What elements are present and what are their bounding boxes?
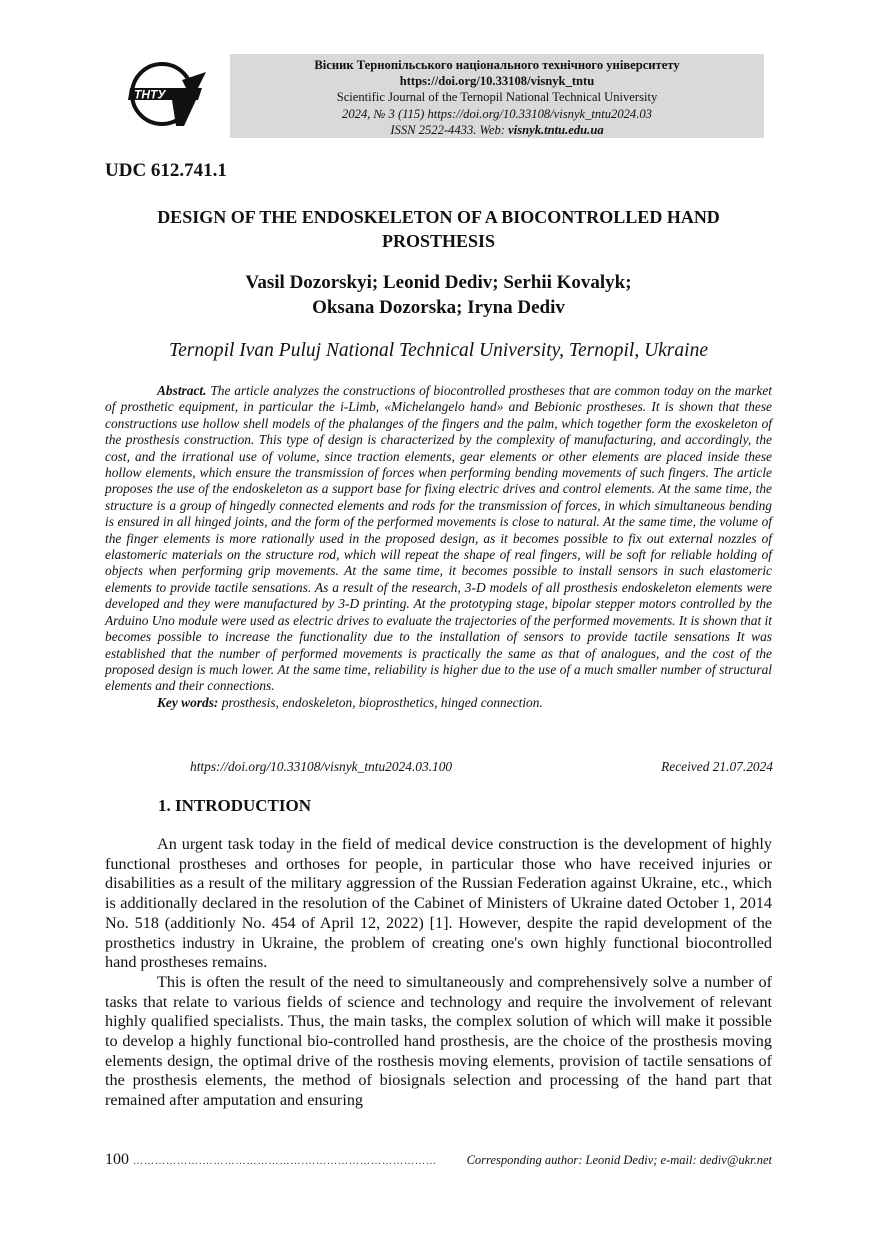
body-text	[105, 835, 772, 1111]
abstract-label: Abstract.	[157, 383, 207, 398]
body-paragraph-2: This is often the result of the need to simultaneously and comprehensively solve a number of tasks that relate to various fields of science and technology and require the involvement of relevant highly qualified specialists. Thus, the main tasks, the complex solution of which will make it possible to develop a highly functional bio-controlled hand prosthesis, are the choice of the prosthesis moving elements design, the optimal drive of the rosthesis moving elements, provision of tactile sensations of the prosthesis elements, the method of biosignals selection and processing of the hand part that remained after amputation and ensuring	[105, 972, 772, 1110]
journal-name-en: Scientific Journal of the Ternopil National Technical University	[336, 90, 658, 105]
authors-line-1: Vasil Dozorskyi; Leonid Dediv; Serhii Kovalyk;	[245, 272, 632, 293]
journal-name-ua: Вісник Тернопільського національного технічного університету	[314, 58, 680, 72]
footer-dots: ……………….……………………….………………………………	[133, 1156, 437, 1167]
keywords-text: prosthesis, endoskeleton, bioprosthetics, hinged connection.	[218, 694, 543, 710]
affiliation: Ternopil Ivan Puluj National Technical University, Ternopil, Ukraine	[169, 340, 708, 361]
journal-header	[230, 54, 764, 138]
udc-code: UDC 612.741.1	[105, 160, 227, 181]
tntu-logo-icon	[124, 60, 208, 132]
authors	[105, 270, 772, 320]
page-number: 100	[105, 1151, 129, 1168]
article-doi-link[interactable]: https://doi.org/10.33108/visnyk_tntu2024.03.100	[190, 759, 453, 774]
authors-line-2: Oksana Dozorska; Iryna Dediv	[312, 297, 565, 318]
paper-title: DESIGN OF THE ENDOSKELETON OF A BIOCONTROLLED HAND PROSTHESIS	[157, 207, 720, 251]
keywords-label: Key words:	[157, 694, 219, 710]
abstract	[105, 383, 772, 711]
article-meta	[190, 759, 773, 775]
page-footer	[105, 1151, 772, 1169]
abstract-text: The article analyzes the constructions of biocontrolled prostheses that are common today on the market of prosthetic equipment, in particular the i-Limb, «Michelangelo hand» and Bebionic prostheses. It is shown that these constructions use hollow shell models of the phalanges of the fingers and the palm, which together form the exoskeleton of the prosthesis construction. This type of design is characterized by the complexity of manufacturing, and accordingly, the cost, and the irrational use of volume, since traction elements, gear elements or other elements are placed inside these hollow elements, which ensure the transmission of forces when performing bending movements of such fingers. The article proposes the use of the endoskeleton as a support base for fixing electric drives and control elements. At the same time, the structure is a group of hingedly connected elements and rods for the transmission of forces, in which simultaneous bending is ensured in all hinged joints, and the form of the performed movements is close to natural. At the same time, the volume of the finger elements is more rationally used in the proposed design, as it becomes possible to fix out external nozzles of elastomeric materials on the structure rod, which will repeat the shape of real fingers, will be soft for reliable holding of objects when performing grip movements. At the same time, it becomes possible to install sensors in such elastomeric elements to provide tactile sensations. As a result of the research, 3-D models of all prosthesis endoskeleton elements were developed and they were manufactured by 3-D printing. At the prototyping stage, bipolar stepper motors controlled by the Arduino Uno module were used as electric drives to evaluate the trajectories of the performed movements. It is shown that it becomes possible to increase the functionality due to the installation of sensors to provide tactile sensations It was established that the number of performed movements is practically the same as that of analogues, and the cost of the proposed design is much lower. At the same time, reliability is higher due to the use of a much smaller number of structural elements and their connections.	[105, 383, 772, 694]
section-heading-introduction: 1. INTRODUCTION	[158, 796, 312, 815]
corresponding-author: Corresponding author: Leonid Dediv; e-mail: dediv@ukr.net	[466, 1153, 772, 1167]
journal-doi: https://doi.org/10.33108/visnyk_tntu	[399, 74, 595, 89]
journal-web-link[interactable]: visnyk.tntu.edu.ua	[508, 122, 604, 137]
keywords-paragraph	[105, 695, 772, 711]
received-date: Received 21.07.2024	[661, 759, 773, 774]
abstract-paragraph	[105, 383, 772, 695]
body-paragraph-1: An urgent task today in the field of medical device construction is the development of highly functional prostheses and orthoses for people, in particular those who have received injuries or disabilities as a result of the military aggression of the Russian Federation against Ukraine, etc., which is additionally declared in the resolution of the Cabinet of Ministers of Ukraine dated October 1, 2014 No. 518 (additionly No. 454 of April 12, 2022) [1]. However, despite the rapid development of the prosthetics industry in Ukraine, the problem of creating one's own highly functional biocontrolled hand prostheses remains.	[105, 835, 772, 972]
journal-issue: 2024, № 3 (115) https://doi.org/10.33108/visnyk_tntu2024.03	[342, 106, 652, 121]
journal-issn	[230, 122, 764, 138]
issn-text: ISSN 2522-4433. Web:	[390, 122, 509, 137]
logo-text: ТНТУ	[134, 87, 166, 102]
